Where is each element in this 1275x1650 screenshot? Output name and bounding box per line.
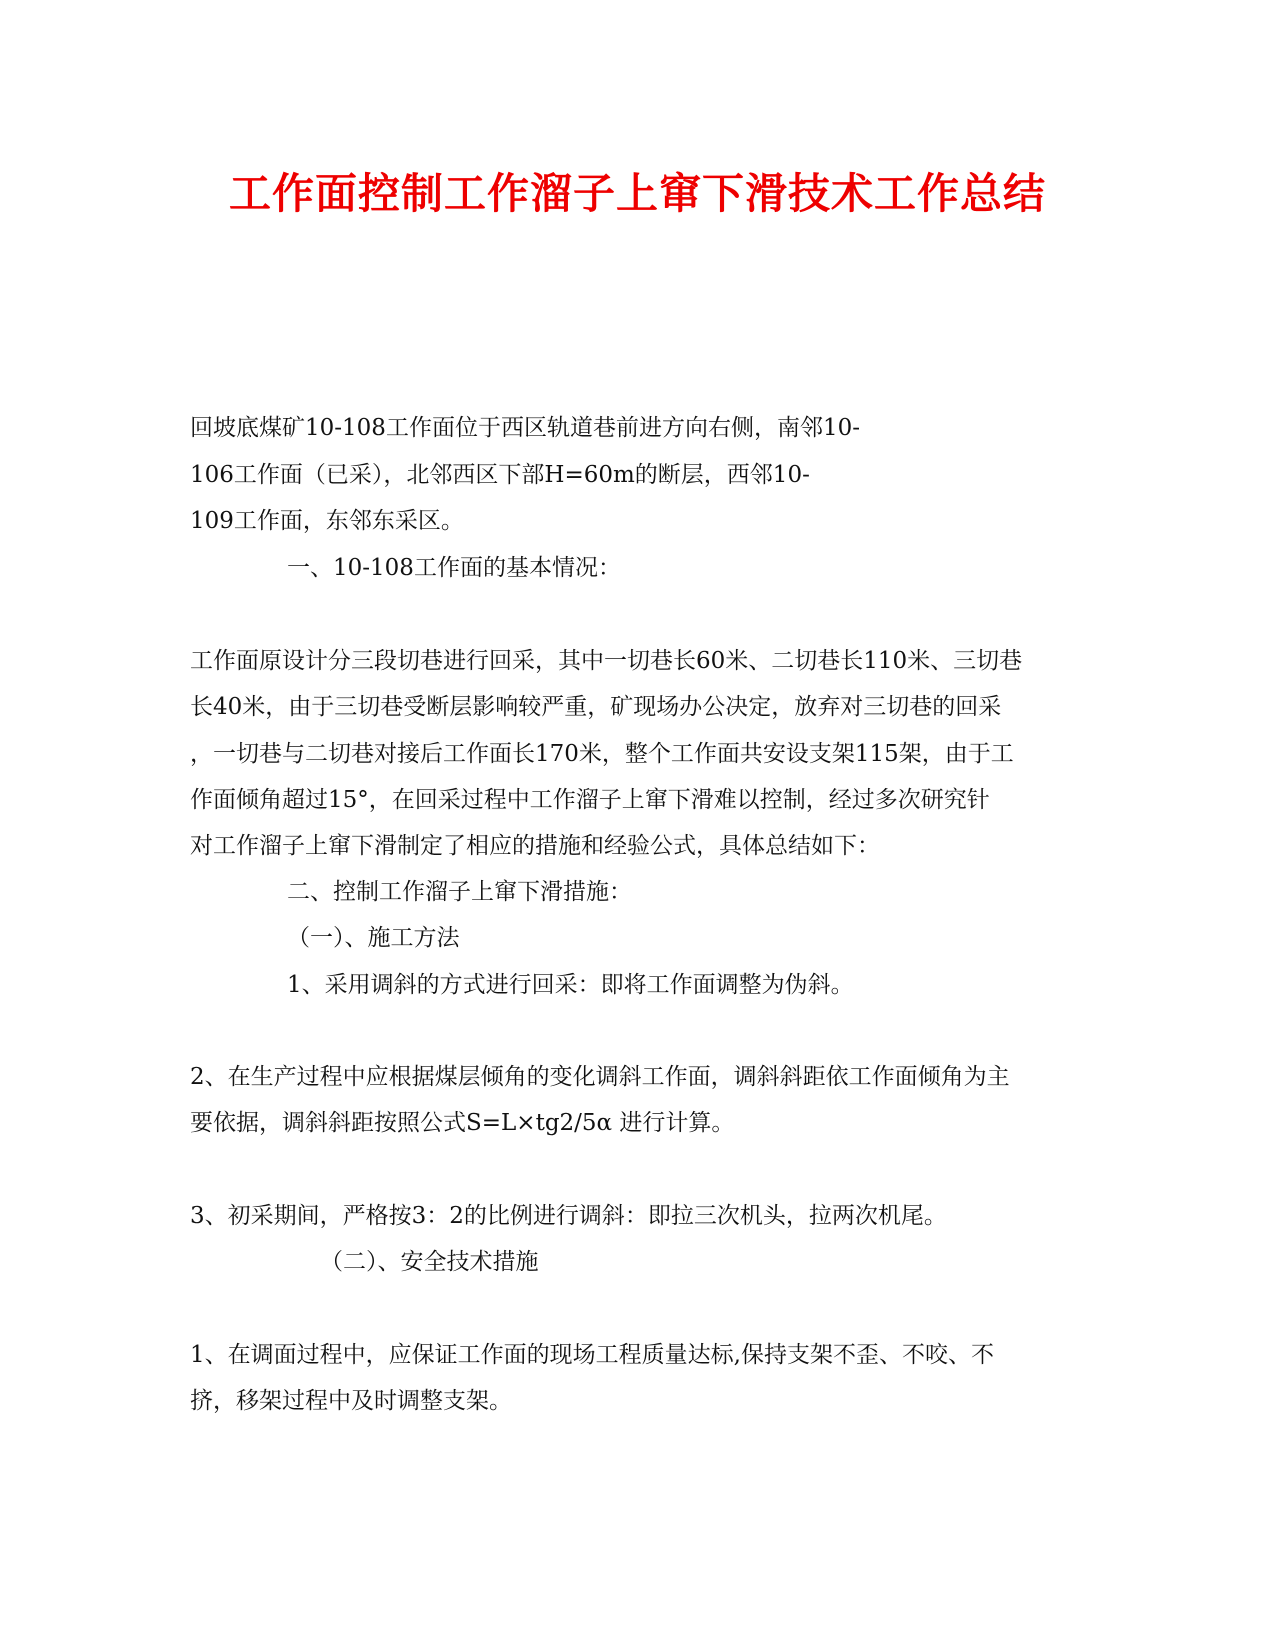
list-item-continued: 要依据，调斜斜距按照公式S=L×tg2/5α 进行计算。 xyxy=(190,1110,735,1136)
subsection-heading: （二）、安全技术措施 xyxy=(320,1249,539,1275)
paragraph-line: 工作面原设计分三段切巷进行回采，其中一切巷长60米、二切巷长110米、三切巷 xyxy=(190,648,1023,674)
paragraph-line: 109工作面，东邻东采区。 xyxy=(190,508,464,534)
section-heading: 一、10-108工作面的基本情况： xyxy=(287,555,621,581)
paragraph-line: 对工作溜子上窜下滑制定了相应的措施和经验公式，具体总结如下： xyxy=(190,833,880,859)
list-item: 3、初采期间，严格按3：2的比例进行调斜：即拉三次机头，拉两次机尾。 xyxy=(190,1203,947,1229)
paragraph-line: 106工作面（已采），北邻西区下部H=60m的断层，西邻10- xyxy=(190,462,810,488)
paragraph-line: 作面倾角超过15°，在回采过程中工作溜子上窜下滑难以控制，经过多次研究针 xyxy=(190,787,990,813)
document-title: 工作面控制工作溜子上窜下滑技术工作总结 xyxy=(228,169,1046,218)
subsection-heading: （一）、施工方法 xyxy=(287,925,460,951)
paragraph-line: ，一切巷与二切巷对接后工作面长170米，整个工作面共安设支架115架，由于工 xyxy=(190,741,1014,767)
list-item: 1、在调面过程中，应保证工作面的现场工程质量达标,保持支架不歪、不咬、不 xyxy=(190,1342,994,1368)
list-item: 1、采用调斜的方式进行回采：即将工作面调整为伪斜。 xyxy=(287,972,854,998)
section-heading: 二、控制工作溜子上窜下滑措施： xyxy=(287,879,632,905)
list-item: 2、在生产过程中应根据煤层倾角的变化调斜工作面，调斜斜距依工作面倾角为主 xyxy=(190,1064,1010,1090)
list-item-continued: 挤，移架过程中及时调整支架。 xyxy=(190,1388,512,1414)
paragraph-line: 长40米，由于三切巷受断层影响较严重，矿现场办公决定，放弃对三切巷的回采 xyxy=(190,694,1002,720)
paragraph-line: 回坡底煤矿10-108工作面位于西区轨道巷前进方向右侧，南邻10- xyxy=(190,415,860,441)
